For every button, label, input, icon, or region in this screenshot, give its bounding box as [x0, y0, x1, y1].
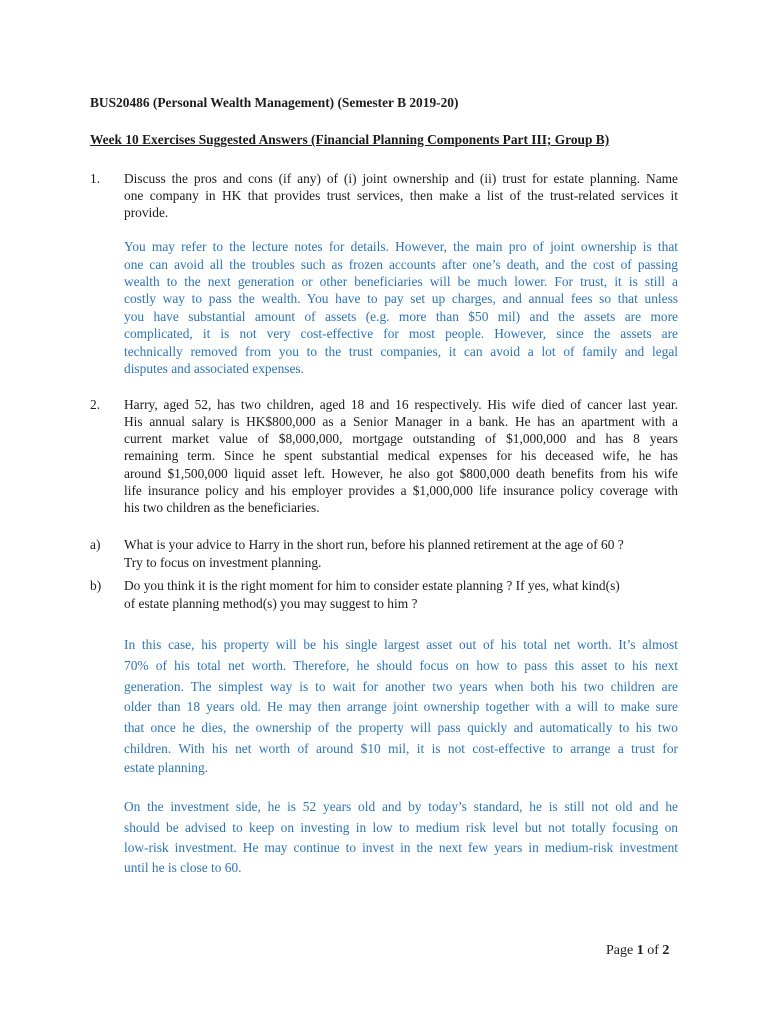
q1-line-3: provide.	[124, 205, 169, 220]
q2-answer1-line-1: In this case, his property will be his single largest asset out of his total net worth. It’s almost	[124, 637, 678, 652]
q2-answer2-line-2: should be advised to keep on investing in low to medium risk level but not totally focusing on	[124, 820, 678, 835]
q2-line-7: his two children as the beneficiaries.	[124, 500, 320, 515]
page-current: 1	[636, 943, 644, 958]
q2b-line-2: of estate planning method(s) you may suggest to him ?	[124, 596, 418, 611]
q2b-line-1: Do you think it is the right moment for him to consider estate planning ? If yes, what kind(s)	[124, 578, 620, 593]
q1-answer-line-7: technically removed from you to the trust companies, it can avoid a lot of family and legal	[124, 344, 678, 359]
q1-line-2: one company in HK that provides trust services, then make a list of the trust-related services it	[124, 188, 678, 203]
q2a-line-1: What is your advice to Harry in the short run, before his planned retirement at the age of 60 ?	[124, 537, 624, 552]
q2a-line-2: Try to focus on investment planning.	[124, 555, 322, 570]
page-number	[606, 943, 669, 959]
q1-answer-line-2: one can avoid all the troubles such as frozen accounts after one’s death, and the cost of passing	[124, 257, 678, 272]
q1-answer-line-5: you have substantial amount of assets (e.g. more than $50 mil) and the assets are more	[124, 309, 678, 324]
q2b-label: b)	[90, 578, 102, 593]
q2-line-2: His annual salary is HK$800,000 as a Senior Manager in a bank. He has an apartment with a	[124, 414, 678, 429]
q2-line-1: Harry, aged 52, has two children, aged 18 and 16 respectively. His wife died of cancer last year.	[124, 397, 678, 412]
q1-answer-line-3: wealth to the next generation or other beneficiaries will be much lower. For trust, it is still a	[124, 274, 678, 289]
q2-answer1-line-4: older than 18 years old. He may then arrange joint ownership together with a will to make sure	[124, 699, 678, 714]
q2-answer2-line-3: low-risk investment. He may continue to invest in the next few years in medium-risk investment	[124, 840, 678, 855]
q2-line-3: current market value of $8,000,000, mortgage outstanding of $1,000,000 and has 8 years	[124, 431, 678, 446]
q2-answer1-line-7: estate planning.	[124, 760, 209, 775]
page-word: Page	[606, 943, 634, 958]
q2-line-4: remaining term. Since he spent substantial medical expenses for his deceased wife, he has	[124, 448, 678, 463]
of-word: of	[647, 943, 659, 958]
q2-line-5: around $1,500,000 liquid asset left. However, he also got $800,000 death benefits from his wife	[124, 466, 678, 481]
page-total: 2	[662, 943, 670, 958]
q2-line-6: life insurance policy and his employer provides a $1,000,000 life insurance policy coverage with	[124, 483, 678, 498]
q2-answer1-line-3: generation. The simplest way is to wait for another two years when both his two children are	[124, 679, 678, 694]
q2-answer1-line-6: children. With his net worth of around $10 mil, it is not cost-effective to arrange a trust for	[124, 741, 678, 756]
document-page: BUS20486 (Personal Wealth Management) (Semester B 2019-20) Week 10 Exercises Suggested Answers (Financial Planning Components Part III; Group B) 1. Discuss the pros and cons (if any) of (i) joint ownership and (ii) trust for estate planning. Name one company in HK that provides trust services, then make a list of the trust-related services it provide. You may refer to the lecture notes for details. However, the main pro of joint ownership is that one can avoid all the troubles such as frozen accounts after one’s death, and the cost of passing wealth to the next generation or other beneficiaries will be much lower. For trust, it is still a costly way to pass the wealth. You have to pay set up charges, and annual fees so that unless you have substantial amount of assets (e.g. more than $50 mil) and the assets are more complicated, it is not very cost-effective for most people. However, since the assets are technically removed from you to the trust companies, it can avoid a lot of family and legal disputes and associated expenses. 2. Harry, aged 52, has two children, aged 18 and 16 respectively. His wife died of cancer last year. His annual salary is HK$800,000 as a Senior Manager in a bank. He has an apartment with a current market value of $8,000,000, mortgage outstanding of $1,000,000 and has 8 years remaining term. Since he spent substantial medical expenses for his deceased wife, he has around $1,500,000 liquid asset left. However, he also got $800,000 death benefits from his wife life insurance policy and his employer provides a $1,000,000 life insurance policy coverage with his two children as the beneficiaries. a) What is your advice to Harry in the short run, before his planned retirement at the age of 60 ? Try to focus on investment planning. b) Do you think it is the right moment for him to consider estate planning ? If yes, what kind(s) of estate planning method(s) you may suggest to him ? In this case, his property will be his single largest asset out of his total net worth. It’s almost 70% of his total net worth. Therefore, he should focus on how to pass this asset to his next generation. The simplest way is to wait for another two years when both his two children are older than 18 years old. He may then arrange joint ownership together with a will to make sure that once he dies, the ownership of the property will pass quickly and automatically to his two children. With his net worth of around $10 mil, it is not cost-effective to arrange a trust for estate planning. On the investment side, he is 52 years old and by today’s standard, he is still not old and he should be advised to keep on investing in low to medium risk level but not totally focusing on low-risk investment. He may continue to invest in the next few years in medium-risk investment until he is close to 60. Page 1 of 2	[90, 95, 678, 958]
q2-answer1-line-5: that once he dies, the ownership of the property will pass quickly and automatically to his two	[124, 720, 678, 735]
q1-answer-line-4: costly way to pass the wealth. You have to pay set up charges, and annual fees so that unless	[124, 291, 678, 306]
q1-line-1: Discuss the pros and cons (if any) of (i) joint ownership and (ii) trust for estate planning. Name	[124, 171, 678, 186]
q1-answer-line-1: You may refer to the lecture notes for details. However, the main pro of joint ownership is that	[124, 239, 678, 254]
q2a-label: a)	[90, 537, 101, 552]
q2-answer2-line-4: until he is close to 60.	[124, 860, 242, 875]
q1-answer-line-8: disputes and associated expenses.	[124, 361, 304, 376]
q2-answer1-line-2: 70% of his total net worth. Therefore, he should focus on how to pass this asset to his next	[124, 658, 678, 673]
q1-answer-line-6: complicated, it is not very cost-effective for most people. However, since the assets are	[124, 326, 678, 341]
q2-answer2-line-1: On the investment side, he is 52 years old and by today’s standard, he is still not old and he	[124, 799, 678, 814]
